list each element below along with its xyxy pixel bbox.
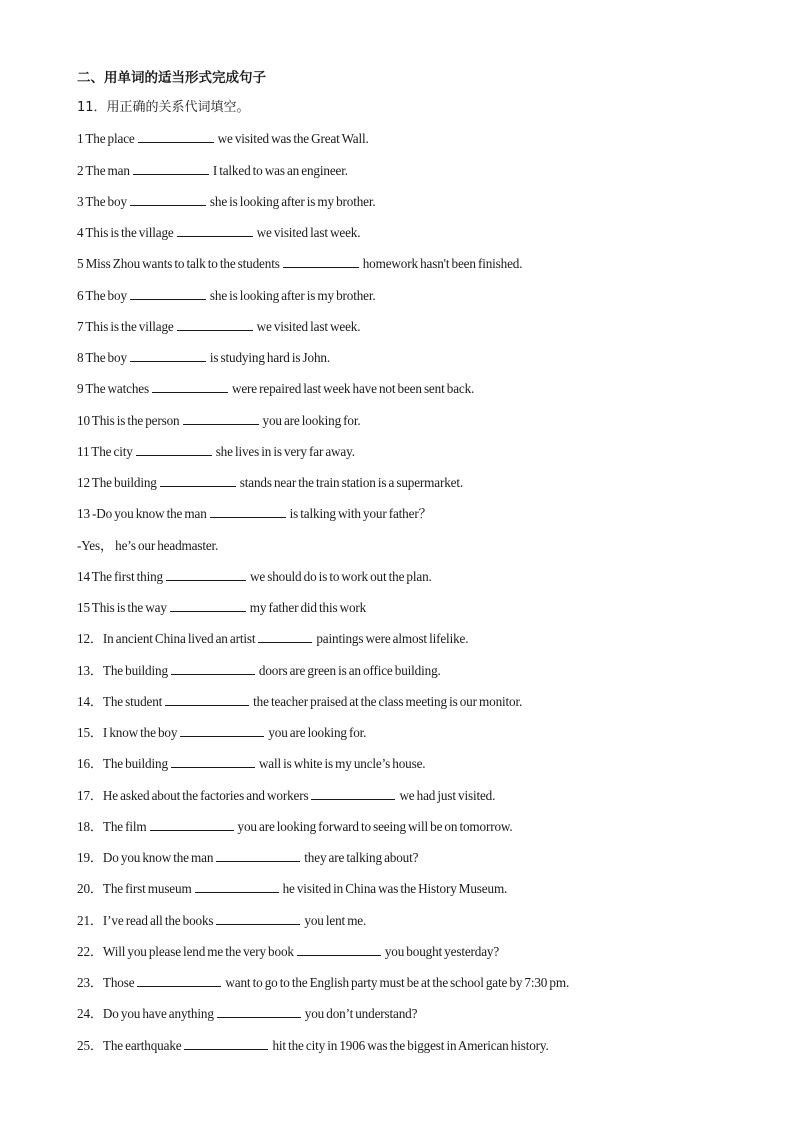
exercise-item: 25．The earthquake hit the city in 1906 was the biggest in American history. bbox=[77, 1035, 777, 1066]
exercise-item: 16．The building wall is white is my uncle’s house. bbox=[77, 753, 777, 784]
answer-blank[interactable] bbox=[195, 878, 279, 893]
answer-blank[interactable] bbox=[184, 1035, 268, 1050]
exercise-item: 6 The boy she is looking after is my brother. bbox=[77, 285, 777, 316]
exercise-item: 14．The student the teacher praised at the class meeting is our monitor. bbox=[77, 691, 777, 722]
exercise-item: 15．I know the boy you are looking for. bbox=[77, 722, 777, 753]
exercise-item: 9 The watches were repaired last week have not been sent back. bbox=[77, 378, 777, 409]
answer-blank[interactable] bbox=[171, 753, 255, 768]
exercise-item: 14 The first thing we should do is to work out the plan. bbox=[77, 566, 777, 597]
exercise-item: 2 The man I talked to was an engineer. bbox=[77, 160, 777, 191]
exercise-item: 8 The boy is studying hard is John. bbox=[77, 347, 777, 378]
exercise-item: 13．The building doors are green is an office building. bbox=[77, 660, 777, 691]
answer-blank[interactable] bbox=[183, 410, 259, 425]
answer-blank[interactable] bbox=[137, 972, 221, 987]
answer-blank[interactable] bbox=[130, 347, 206, 362]
answer-blank[interactable] bbox=[258, 628, 312, 643]
answer-blank[interactable] bbox=[133, 160, 209, 175]
answer-blank[interactable] bbox=[171, 660, 255, 675]
answer-blank[interactable] bbox=[311, 785, 395, 800]
exercise-item-reply: -Yes， he’s our headmaster. bbox=[77, 537, 219, 553]
answer-blank[interactable] bbox=[152, 378, 228, 393]
exercise-item: 13 -Do you know the man is talking with your father？ bbox=[77, 503, 777, 534]
answer-blank[interactable] bbox=[165, 691, 249, 706]
exercise-item: 17．He asked about the factories and workers we had just visited. bbox=[77, 785, 777, 816]
answer-blank[interactable] bbox=[136, 441, 212, 456]
exercise-item: 5 Miss Zhou wants to talk to the students homework hasn't been finished. bbox=[77, 253, 777, 284]
exercise-item: 11 The city she lives in is very far away. bbox=[77, 441, 777, 472]
answer-blank[interactable] bbox=[160, 472, 236, 487]
answer-blank[interactable] bbox=[283, 253, 359, 268]
section-title: 二、用单词的适当形式完成句子 bbox=[77, 70, 266, 86]
answer-blank[interactable] bbox=[217, 1003, 301, 1018]
exercise-item: 23．Those want to go to the English party must be at the school gate by 7:30 pm. bbox=[77, 972, 777, 1003]
exercise-item: 1 The place we visited was the Great Wall. bbox=[77, 128, 777, 159]
exercise-item: 12．In ancient China lived an artist paintings were almost lifelike. bbox=[77, 628, 777, 659]
answer-blank[interactable] bbox=[138, 128, 214, 143]
exercise-item: 7 This is the village we visited last week. bbox=[77, 316, 777, 347]
exercise-item: 4 This is the village we visited last week. bbox=[77, 222, 777, 253]
answer-blank[interactable] bbox=[166, 566, 246, 581]
exercise-item: 3 The boy she is looking after is my brother. bbox=[77, 191, 777, 222]
answer-blank[interactable] bbox=[130, 191, 206, 206]
answer-blank[interactable] bbox=[150, 816, 234, 831]
instruction: 11．用正确的关系代词填空。 bbox=[77, 100, 250, 115]
answer-blank[interactable] bbox=[170, 597, 246, 612]
answer-blank[interactable] bbox=[297, 941, 381, 956]
answer-blank[interactable] bbox=[210, 503, 286, 518]
answer-blank[interactable] bbox=[130, 285, 206, 300]
exercise-item: 12 The building stands near the train station is a supermarket. bbox=[77, 472, 777, 503]
exercise-item: 15 This is the way my father did this work bbox=[77, 597, 777, 628]
exercise-list bbox=[77, 97, 777, 1066]
exercise-item: 10 This is the person you are looking for. bbox=[77, 410, 777, 441]
answer-blank[interactable] bbox=[177, 316, 253, 331]
answer-blank[interactable] bbox=[216, 847, 300, 862]
answer-blank[interactable] bbox=[177, 222, 253, 237]
exercise-item: 22．Will you please lend me the very book you bought yesterday? bbox=[77, 941, 777, 972]
answer-blank[interactable] bbox=[180, 722, 264, 737]
answer-blank[interactable] bbox=[216, 910, 300, 925]
exercise-item: 18．The film you are looking forward to seeing will be on tomorrow. bbox=[77, 816, 777, 847]
exercise-item: 21．I’ve read all the books you lent me. bbox=[77, 910, 777, 941]
exercise-item: 24．Do you have anything you don’t understand? bbox=[77, 1003, 777, 1034]
exercise-item: 20．The first museum he visited in China was the History Museum. bbox=[77, 878, 777, 909]
exercise-item: 19．Do you know the man they are talking about? bbox=[77, 847, 777, 878]
